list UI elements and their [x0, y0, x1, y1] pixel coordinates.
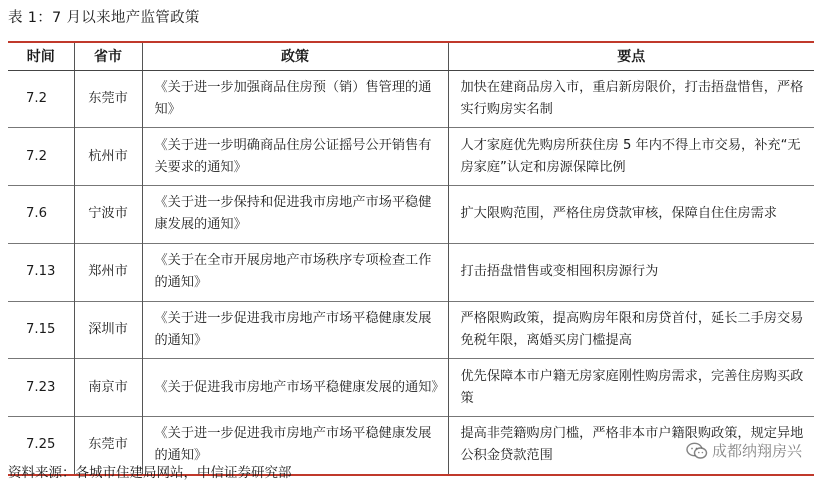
wechat-icon [686, 442, 708, 460]
cell-policy: 《关于进一步促进我市房地产市场平稳健康发展的通知》 [142, 301, 448, 359]
cell-city: 东莞市 [74, 70, 142, 128]
table-caption: 表 1：7 月以来地产监管政策 [8, 10, 200, 26]
cell-city: 南京市 [74, 359, 142, 417]
policy-table [8, 41, 814, 476]
cell-points: 严格限购政策，提高购房年限和房贷首付，延长二手房交易免税年限，离婚买房门槛提高 [448, 301, 814, 359]
cell-city: 宁波市 [74, 186, 142, 244]
table-row [8, 128, 814, 186]
cell-time: 7.6 [8, 186, 74, 244]
cell-time: 7.2 [26, 90, 47, 106]
cell-time: 7.2 [8, 128, 74, 186]
cell-policy: 《关于进一步促进我市房地产市场平稳健康发展的通知》 [142, 417, 448, 475]
header-time: 时间 [8, 42, 74, 70]
cell-points: 扩大限购范围，严格住房贷款审核，保障自住住房需求 [448, 186, 814, 244]
cell-policy: 《关于在全市开展房地产市场秩序专项检查工作的通知》 [142, 243, 448, 301]
cell-points: 打击捂盘惜售或变相囤积房源行为 [448, 243, 814, 301]
cell-points: 加快在建商品房入市，重启新房限价，打击捂盘惜售，严格实行购房实名制 [448, 70, 814, 128]
table-row [8, 243, 814, 301]
cell-city: 郑州市 [74, 243, 142, 301]
table-row [8, 301, 814, 359]
source-note: 资料来源：各城市住建局网站，中信证券研究部 [8, 465, 292, 481]
cell-policy: 《关于进一步加强商品住房预（销）售管理的通知》 [142, 70, 448, 128]
table-header-row [8, 42, 814, 70]
cell-time: 7.15 [8, 301, 74, 359]
table-row [8, 359, 814, 417]
cell-city: 东莞市 [74, 417, 142, 475]
table-row [8, 70, 814, 128]
header-points: 要点 [448, 42, 814, 70]
cell-city: 深圳市 [74, 301, 142, 359]
cell-points: 人才家庭优先购房所获住房 5 年内不得上市交易，补充“无房家庭”认定和房源保障比例 [448, 128, 814, 186]
cell-policy: 《关于促进我市房地产市场平稳健康发展的通知》 [142, 359, 448, 417]
cell-time: 7.23 [8, 359, 74, 417]
table-row [8, 186, 814, 244]
cell-time: 7.25 [8, 417, 74, 475]
cell-points: 提高非莞籍购房门槛，严格非本市户籍限购政策，规定异地公积金贷款范围 [448, 417, 814, 475]
cell-policy: 《关于进一步明确商品住房公证摇号公开销售有关要求的通知》 [142, 128, 448, 186]
cell-city: 杭州市 [74, 128, 142, 186]
cell-points: 优先保障本市户籍无房家庭刚性购房需求，完善住房购买政策 [448, 359, 814, 417]
watermark-text: 成都纳翔房兴 [711, 442, 802, 460]
cell-policy: 《关于进一步保持和促进我市房地产市场平稳健康发展的通知》 [142, 186, 448, 244]
watermark [686, 440, 802, 461]
header-city: 省市 [74, 42, 142, 70]
header-policy: 政策 [142, 42, 448, 70]
cell-time: 7.13 [8, 243, 74, 301]
